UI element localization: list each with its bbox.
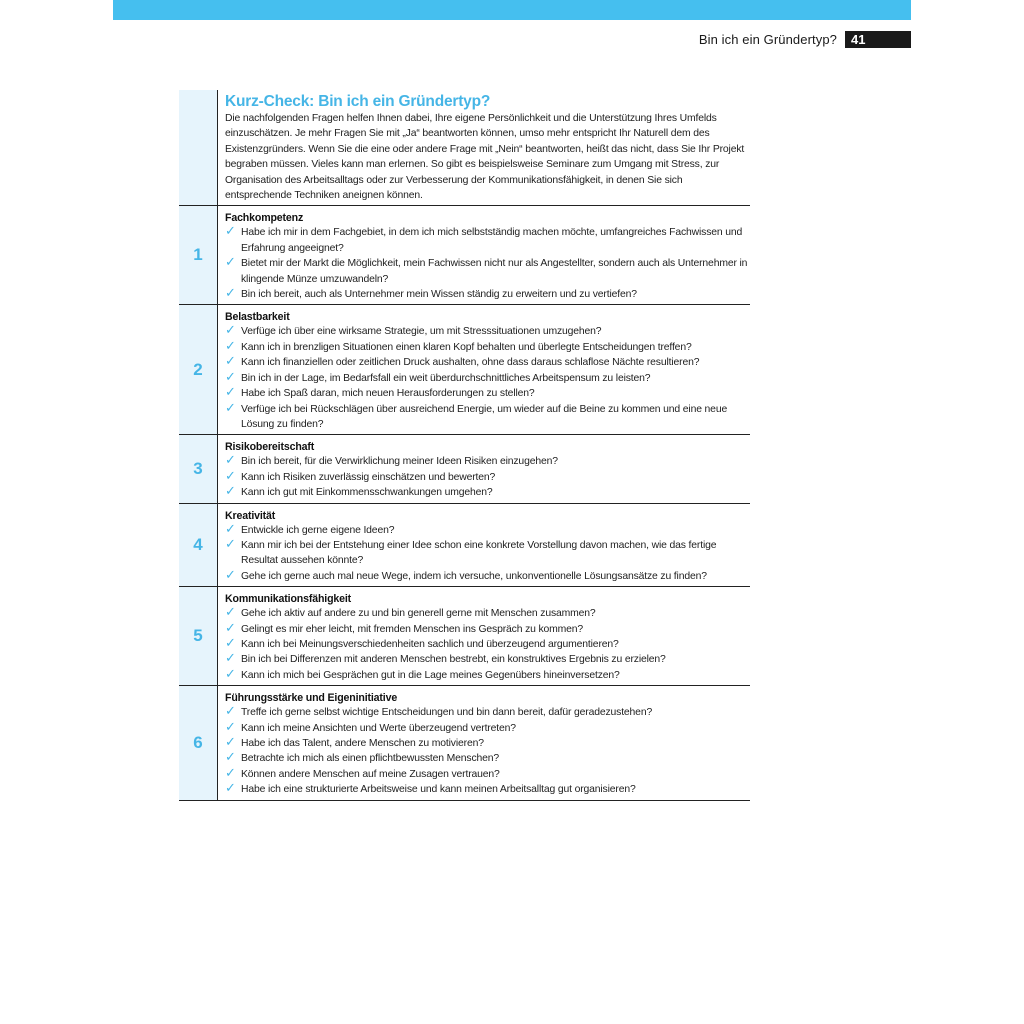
- checklist-table: [179, 90, 750, 801]
- intro-number-cell: [179, 90, 218, 205]
- checkmark-icon: ✓: [225, 369, 236, 385]
- checklist-item: [225, 225, 750, 256]
- section-row: [179, 305, 750, 435]
- checklist-item: [225, 386, 750, 401]
- checklist-item-text: Habe ich Spaß daran, mich neuen Herausforderungen zu stellen?: [241, 388, 535, 400]
- checklist-item-text: Verfüge ich über eine wirksame Strategie, um mit Stresssituationen umzugehen?: [241, 326, 602, 338]
- checkmark-icon: ✓: [225, 255, 236, 271]
- checkmark-icon: ✓: [225, 765, 236, 781]
- section-number: 3: [179, 435, 218, 502]
- checklist-item: [225, 652, 750, 667]
- checklist-item-text: Kann ich mich bei Gesprächen gut in die Lage meines Gegenübers hineinversetzen?: [241, 669, 620, 681]
- intro-row: [179, 90, 750, 206]
- checklist-item-text: Bin ich bei Differenzen mit anderen Menschen bestrebt, ein konstruktives Ergebnis zu erzielen?: [241, 654, 666, 666]
- section-body: [218, 587, 750, 685]
- checkmark-icon: ✓: [225, 323, 236, 339]
- checklist-item-text: Treffe ich gerne selbst wichtige Entscheidungen und bin dann bereit, dafür geradezustehen?: [241, 707, 653, 719]
- section-number: 1: [179, 206, 218, 304]
- checklist-item-text: Habe ich das Talent, andere Menschen zu motivieren?: [241, 738, 484, 749]
- checkmark-icon: ✓: [225, 704, 236, 720]
- checklist-item: [225, 751, 750, 766]
- checklist-item: [225, 606, 750, 621]
- checklist-item-text: Entwickle ich gerne eigene Ideen?: [241, 524, 395, 536]
- section-number: 2: [179, 305, 218, 434]
- checkmark-icon: ✓: [225, 620, 236, 636]
- checklist-item-text: Kann ich Risiken zuverlässig einschätzen und bewerten?: [241, 471, 496, 483]
- checkmark-icon: ✓: [225, 605, 236, 621]
- running-head-title: Bin ich ein Gründertyp?: [698, 32, 837, 47]
- checkmark-icon: ✓: [225, 666, 236, 682]
- intro-paragraph: Die nachfolgenden Fragen helfen Ihnen dabei, Ihre eigene Persönlichkeit und die Unterstützung Ihres Umfelds einzuschätzen. Je mehr Fragen Sie mit „Ja“ beantworten können, umso mehr entspricht Ihr Naturell dem des Existenzgründers. Wenn Sie die eine oder andere Frage mit „Nein“ beantworten, heißt das nicht, dass Sie Ihr Projekt begraben müssen. Vieles kann man erlernen. So gibt es beispielsweise Seminare zum Umgang mit Stress, zur Organisation des Arbeitsalltags oder zur Verbesserung der Kommunikationsfähigkeit, in denen Sie sich entsprechende Techniken aneignen können.: [225, 113, 745, 202]
- top-color-bar: [113, 0, 911, 20]
- section-number: 4: [179, 504, 218, 587]
- checkmark-icon: ✓: [225, 750, 236, 766]
- checklist-item-text: Habe ich eine strukturierte Arbeitsweise und kann meinen Arbeitsalltag gut organisieren?: [241, 784, 636, 796]
- checkmark-icon: ✓: [225, 781, 236, 797]
- checkmark-icon: ✓: [225, 453, 236, 469]
- checklist-item-text: Kann ich finanziellen oder zeitlichen Druck aushalten, ohne dass daraus schlaflose Nächte resultieren?: [241, 357, 700, 369]
- section-title: Belastbarkeit: [225, 311, 290, 324]
- checklist-item-text: Gehe ich aktiv auf andere zu und bin generell gerne mit Menschen zusammen?: [241, 608, 596, 620]
- checklist-item: [225, 622, 750, 637]
- checklist-heading: Kurz-Check: Bin ich ein Gründertyp?: [225, 93, 491, 110]
- checklist-item: [225, 767, 750, 782]
- checkmark-icon: ✓: [225, 719, 236, 735]
- checklist-item-text: Betrachte ich mich als einen pflichtbewussten Menschen?: [241, 753, 500, 765]
- running-head: [600, 31, 911, 48]
- checklist-item-text: Bin ich bereit, für die Verwirklichung meiner Ideen Risiken einzugehen?: [241, 456, 558, 468]
- section-title: Fachkompetenz: [225, 212, 304, 225]
- section-body: [218, 435, 750, 502]
- checklist-item: [225, 485, 750, 500]
- checklist-item: [225, 287, 750, 302]
- checkmark-icon: ✓: [225, 651, 236, 667]
- checklist-item-text: Bietet mir der Markt die Möglichkeit, mein Fachwissen nicht nur als Angestellter, sondern auch als Unternehmer in klingende Münze umzuwandeln?: [241, 258, 748, 285]
- section-row: [179, 435, 750, 503]
- checkmark-icon: ✓: [225, 400, 236, 416]
- checklist-item: [225, 538, 750, 569]
- checklist-item: [225, 721, 750, 736]
- checklist-item-text: Kann ich bei Meinungsverschiedenheiten sachlich und überzeugend argumentieren?: [241, 638, 619, 650]
- checklist-item: [225, 454, 750, 469]
- section-body: [218, 206, 750, 304]
- checklist-item-text: Bin ich bereit, auch als Unternehmer mein Wissen ständig zu erweitern und zu vertiefen?: [241, 289, 637, 301]
- checkmark-icon: ✓: [225, 567, 236, 583]
- checkmark-icon: ✓: [225, 468, 236, 484]
- checkmark-icon: ✓: [225, 354, 236, 370]
- section-title: Kreativität: [225, 509, 276, 522]
- checkmark-icon: ✓: [225, 521, 236, 537]
- section-body: [218, 686, 750, 799]
- checklist-item: [225, 668, 750, 683]
- checklist-item-text: Kann mir ich bei der Entstehung einer Idee schon eine konkrete Vorstellung davon machen, wie das fertige Resultat aussehen könnte?: [241, 539, 717, 567]
- checklist-item-text: Können andere Menschen auf meine Zusagen vertrauen?: [241, 768, 500, 780]
- checklist-item: [225, 736, 750, 751]
- checklist-item: [225, 324, 750, 339]
- checklist-item: [225, 569, 750, 584]
- section-body: [218, 504, 750, 587]
- section-row: [179, 686, 750, 800]
- checkmark-icon: ✓: [225, 536, 236, 552]
- section-title: Risikobereitschaft: [225, 441, 315, 454]
- checklist-item-text: Kann ich in brenzligen Situationen einen klaren Kopf behalten und überlegte Entscheidungen treffen?: [241, 341, 692, 353]
- section-row: [179, 504, 750, 588]
- section-number: 6: [179, 686, 218, 799]
- checkmark-icon: ✓: [225, 484, 236, 500]
- checklist-item: [225, 402, 750, 433]
- page-number: 41: [845, 31, 911, 48]
- section-title: Kommunikationsfähigkeit: [225, 593, 352, 606]
- section-title: Führungsstärke und Eigeninitiative: [225, 692, 398, 705]
- checklist-item: [225, 371, 750, 386]
- checkmark-icon: ✓: [225, 286, 236, 302]
- checklist-item: [225, 523, 750, 538]
- checklist-item-text: Gehe ich gerne auch mal neue Wege, indem ich versuche, unkonventionelle Lösungsansätze zu finden?: [241, 570, 707, 582]
- intro-body: [218, 90, 750, 205]
- checklist-item: [225, 782, 750, 797]
- checklist-item-text: Bin ich in der Lage, im Bedarfsfall ein weit überdurchschnittliches Arbeitspensum zu leisten?: [241, 372, 651, 384]
- checkmark-icon: ✓: [225, 338, 236, 354]
- checklist-item: [225, 637, 750, 652]
- checklist-item-text: Kann ich meine Ansichten und Werte überzeugend vertreten?: [241, 722, 516, 734]
- section-body: [218, 305, 750, 434]
- checklist-item-text: Gelingt es mir eher leicht, mit fremden Menschen ins Gespräch zu kommen?: [241, 623, 584, 635]
- section-row: [179, 206, 750, 305]
- checkmark-icon: ✓: [225, 224, 236, 240]
- section-row: [179, 587, 750, 686]
- checklist-item: [225, 340, 750, 355]
- checkmark-icon: ✓: [225, 385, 236, 401]
- checklist-item: [225, 470, 750, 485]
- checklist-item-text: Habe ich mir in dem Fachgebiet, in dem ich mich selbstständig machen möchte, umfangreiches Fachwissen und Erfahrung angeeignet?: [241, 227, 743, 254]
- checklist-item: [225, 256, 750, 287]
- checklist-item: [225, 705, 750, 720]
- checklist-item-text: Verfüge ich bei Rückschlägen über ausreichend Energie, um wieder auf die Beine zu kommen und eine neue Lösung zu finden?: [241, 403, 728, 430]
- checklist-item: [225, 355, 750, 370]
- checkmark-icon: ✓: [225, 635, 236, 651]
- checkmark-icon: ✓: [225, 735, 236, 750]
- sections: [179, 206, 750, 800]
- section-number: 5: [179, 587, 218, 685]
- checklist-item-text: Kann ich gut mit Einkommensschwankungen umgehen?: [241, 487, 493, 499]
